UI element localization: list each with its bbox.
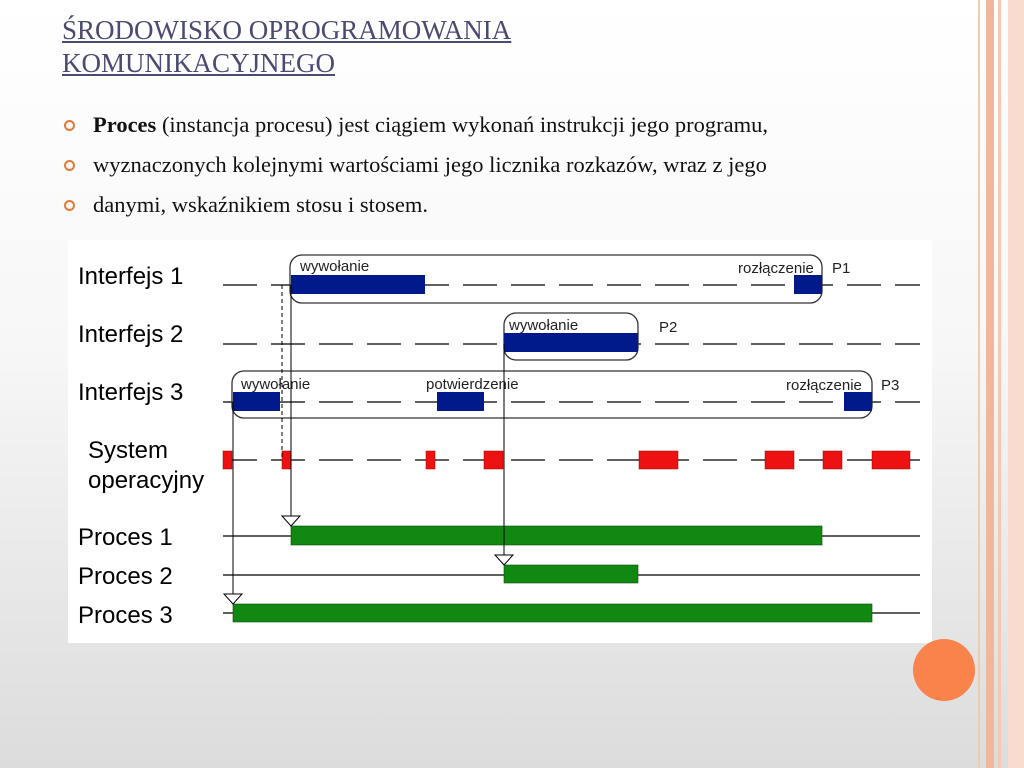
decor-stripe-3: [998, 0, 1001, 768]
label-proces-3: Proces 3: [78, 602, 173, 629]
annotation-wywolanie: wywołanie: [509, 317, 579, 334]
session-box-interfejs-3: [232, 371, 872, 418]
annotation-potwierdzenie: potwierdzenie: [426, 376, 519, 393]
process-bar-3: [233, 604, 872, 622]
annotation-rozlaczenie: rozłączenie: [738, 260, 814, 277]
annotation-p1: P1: [832, 260, 851, 277]
os-block: [639, 451, 678, 469]
label-interfejs-2: Interfejs 2: [78, 321, 184, 348]
arrowhead-icon: [282, 516, 300, 526]
bullet-text: wyznaczonych kolejnymi wartościami jego licznika rozkazów, wraz z jego: [93, 152, 767, 177]
label-interfejs-1: Interfejs 1: [78, 263, 184, 290]
os-block: [282, 451, 291, 469]
bullet-icon: [64, 160, 75, 171]
decorative-circle: [913, 639, 975, 701]
label-system: System: [88, 437, 169, 464]
title-line-1: ŚRODOWISKO OPROGRAMOWANIA: [62, 15, 512, 45]
interface-block: [504, 333, 638, 352]
os-block: [823, 451, 842, 469]
os-block: [765, 451, 794, 469]
process-bar-2: [504, 565, 638, 583]
bullet-item: [62, 110, 962, 140]
os-block: [484, 451, 503, 469]
decor-stripe-4: [1008, 0, 1024, 768]
decor-stripe-1: [978, 0, 980, 768]
os-block: [426, 451, 435, 469]
bullet-icon: [64, 200, 75, 211]
decor-stripe-2: [986, 0, 994, 768]
bullet-list: [62, 110, 962, 230]
label-interfejs-3: Interfejs 3: [78, 379, 184, 406]
interface-block: [233, 392, 280, 411]
interface-block: [844, 392, 872, 411]
arrowhead-icon: [495, 555, 513, 565]
annotation-rozlaczenie: rozłączenie: [786, 377, 862, 394]
label-proces-1: Proces 1: [78, 524, 173, 551]
bullet-bold: Proces: [93, 112, 157, 137]
bullet-item: [62, 150, 962, 180]
bullet-text: danymi, wskaźnikiem stosu i stosem.: [93, 192, 428, 217]
annotation-wywolanie: wywołanie: [300, 258, 370, 275]
arrowhead-icon: [224, 594, 242, 604]
process-diagram: [68, 240, 932, 643]
process-bar-1: [291, 526, 822, 545]
slide-title: [62, 14, 662, 80]
annotation-p2: P2: [659, 319, 678, 336]
bullet-icon: [64, 120, 75, 131]
diagram-svg: [68, 240, 932, 643]
bullet-item: [62, 190, 962, 220]
interface-block: [291, 275, 425, 294]
os-block: [223, 451, 232, 469]
interface-block: [437, 392, 484, 411]
bullet-text: (instancja procesu) jest ciągiem wykonań instrukcji jego programu,: [156, 112, 769, 137]
os-block: [872, 451, 910, 469]
label-operacyjny: operacyjny: [88, 467, 205, 494]
title-line-2: KOMUNIKACYJNEGO: [62, 48, 335, 78]
annotation-p3: P3: [881, 377, 900, 394]
interface-block: [794, 275, 822, 294]
annotation-wywolanie: wywołanie: [241, 376, 311, 393]
label-proces-2: Proces 2: [78, 563, 173, 590]
